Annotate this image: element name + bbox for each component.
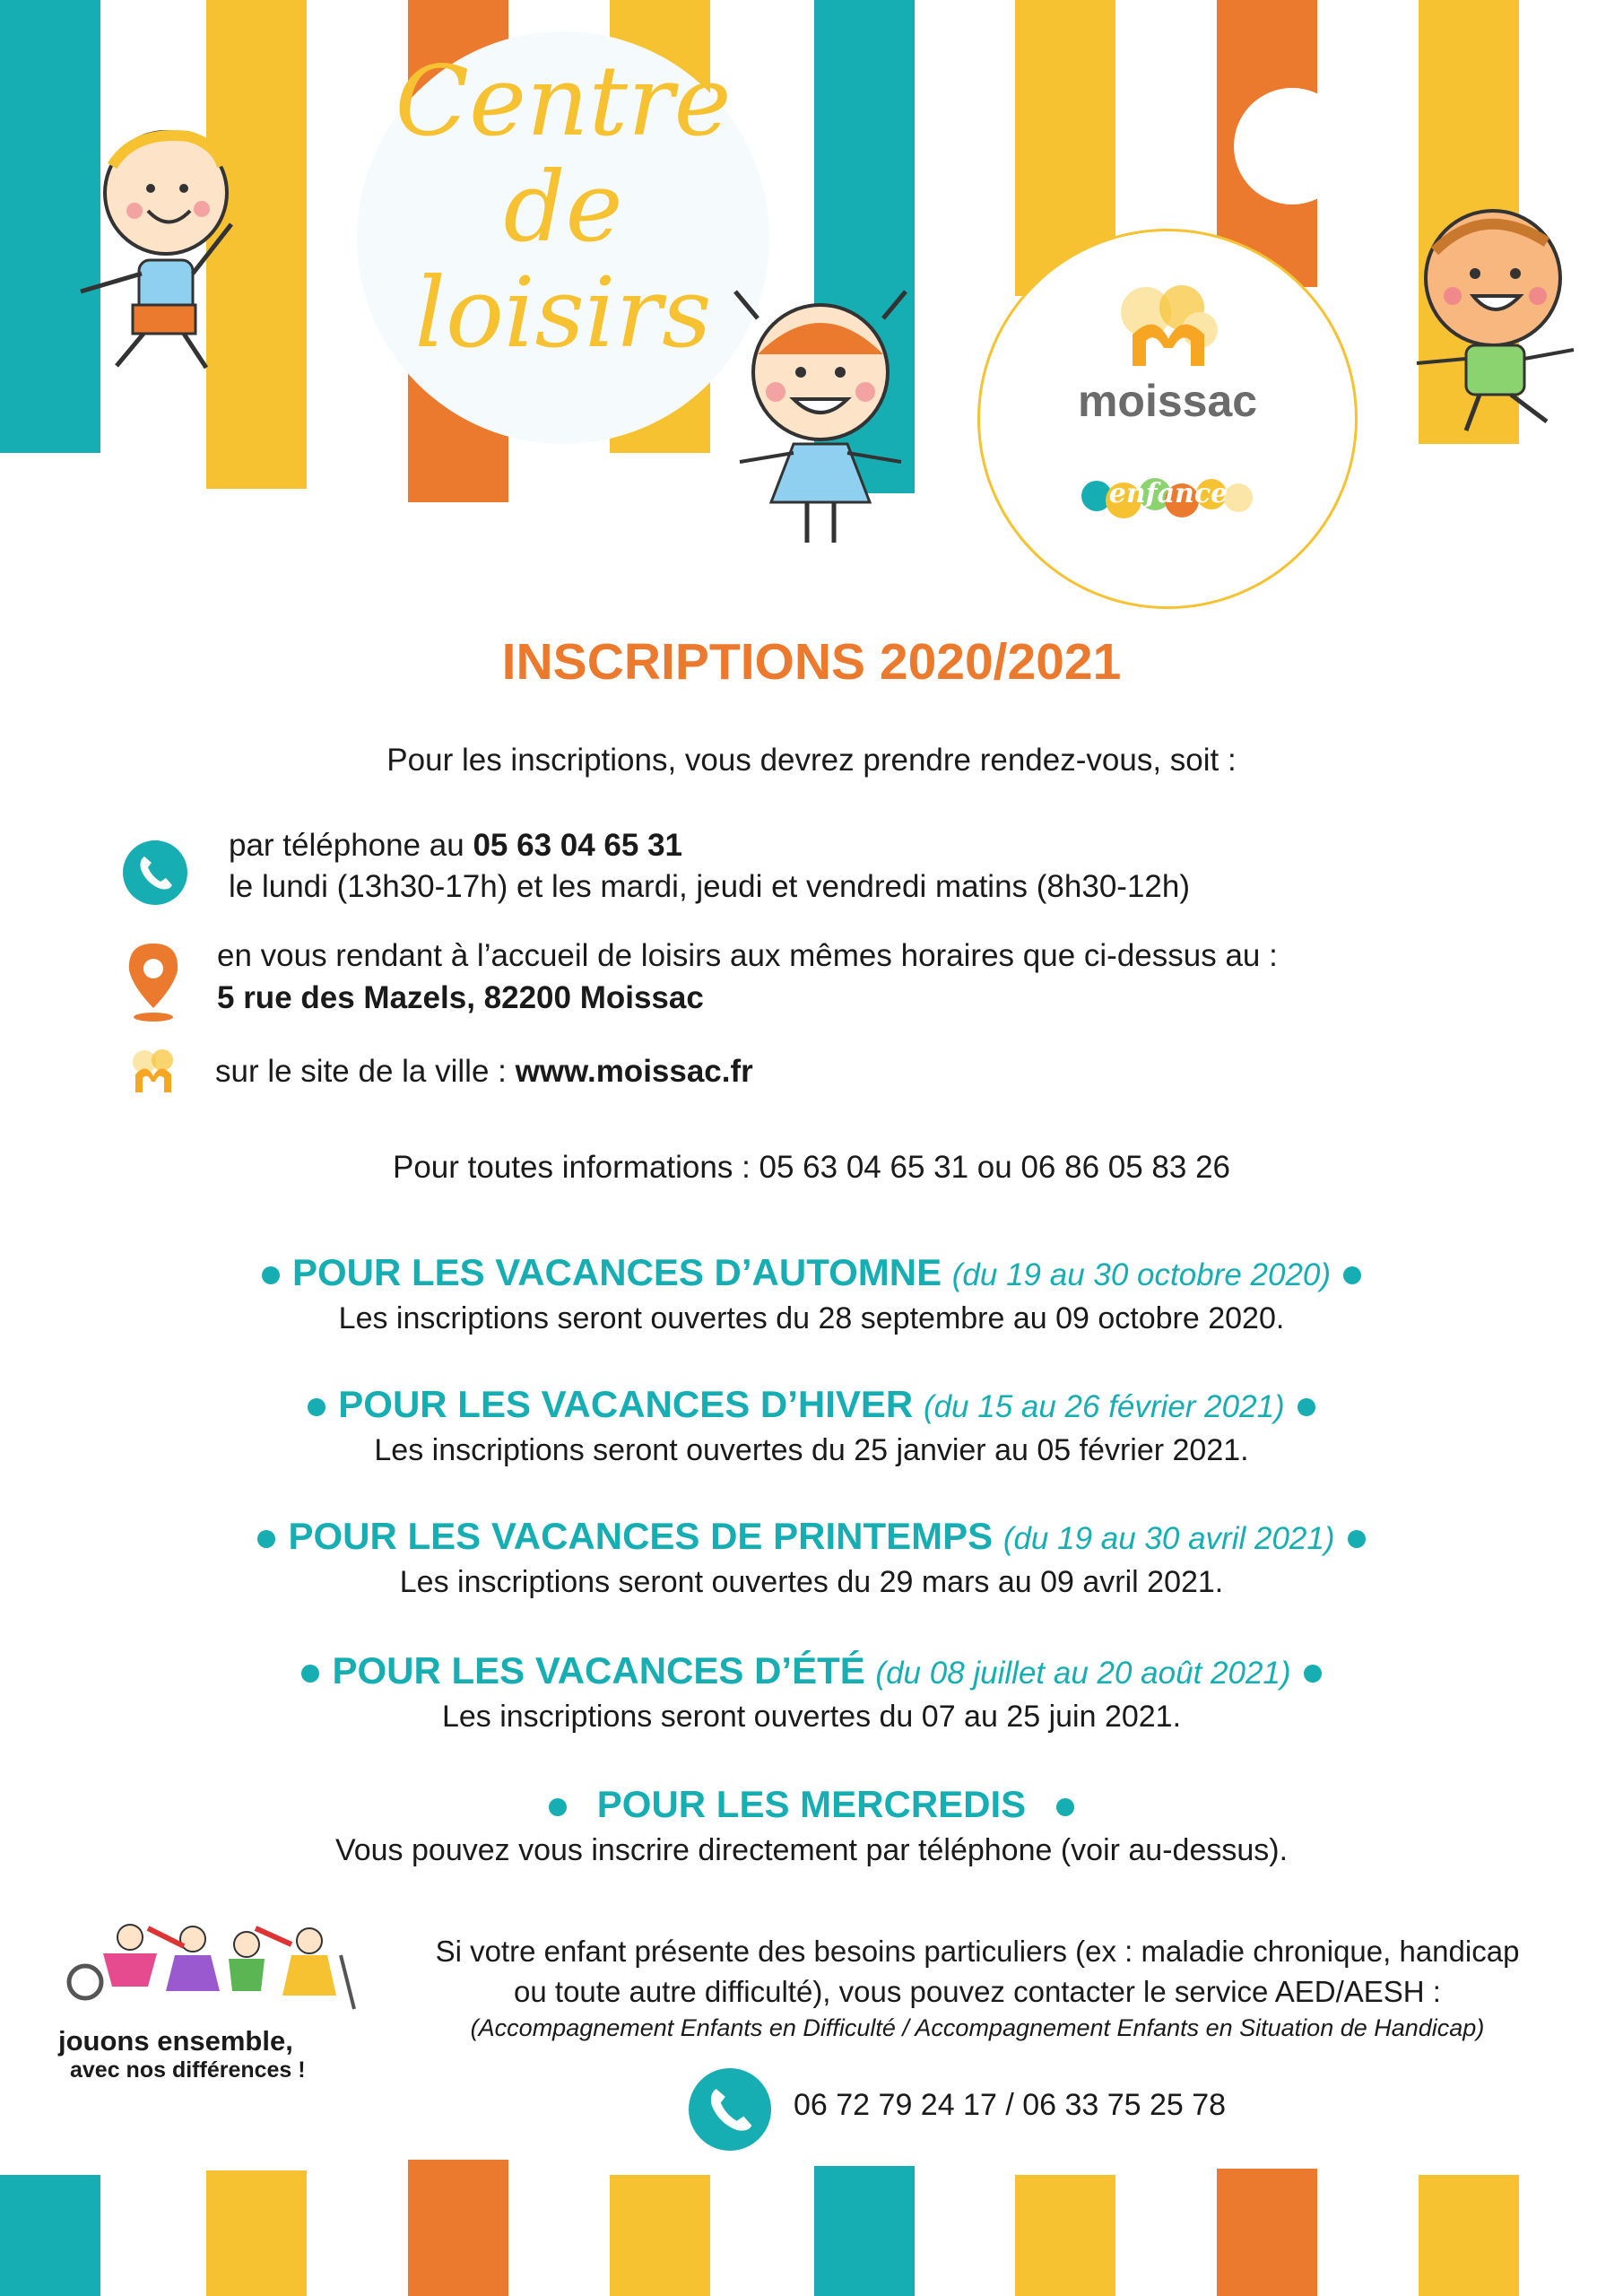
section-text-summer: Les inscriptions seront ouvertes du 07 au 25 juin 2021. xyxy=(441,1700,1182,1734)
kids-group-illustration xyxy=(49,1919,359,2013)
phone-line xyxy=(229,825,682,866)
badge-line-1: jouons ensemble, xyxy=(58,2025,293,2057)
bullet-dot xyxy=(1056,1798,1074,1816)
stripe-bottom-6 xyxy=(1015,2175,1115,2296)
location-pin-icon xyxy=(126,942,181,1022)
section-title-spring: POUR LES VACANCES DE PRINTEMPS (du 19 au 30 avril 2021) xyxy=(0,1515,1623,1558)
section-title-summer: POUR LES VACANCES D’ÉTÉ (du 08 juillet au 20 août 2021) xyxy=(0,1649,1623,1692)
section-text-wednesdays: Vous pouvez vous inscrire directement par téléphone (voir au-dessus). xyxy=(334,1833,1289,1867)
stripe-bottom-7 xyxy=(1217,2169,1317,2296)
moissac-logo-icon xyxy=(1115,285,1222,375)
bullet-dot xyxy=(1304,1665,1322,1683)
special-needs-line-1: Si votre enfant présente des besoins particuliers (ex : maladie chronique, handicap xyxy=(435,1935,1520,1968)
stripe-bottom-2 xyxy=(206,2170,307,2296)
main-heading: INSCRIPTIONS 2020/2021 xyxy=(501,633,1122,691)
stripe-bottom-3 xyxy=(408,2160,508,2296)
phone-prefix: par téléphone au xyxy=(229,828,473,863)
enfance-text: enfance xyxy=(1108,478,1228,509)
section-title-wednesdays: POUR LES MERCREDIS xyxy=(0,1783,1623,1826)
phone-number[interactable]: 05 63 04 65 31 xyxy=(473,828,683,863)
visit-address: 5 rue des Mazels, 82200 Moissac xyxy=(217,980,704,1015)
phone-icon xyxy=(689,2068,771,2151)
stripe-bottom-8 xyxy=(1419,2175,1519,2296)
web-line xyxy=(215,1051,753,1092)
enfance-logo xyxy=(1079,469,1258,523)
badge-line-2: avec nos différences ! xyxy=(70,2057,306,2083)
section-text-spring: Les inscriptions seront ouvertes du 29 mars au 09 avril 2021. xyxy=(399,1565,1224,1599)
section-title-autumn: POUR LES VACANCES D’AUTOMNE (du 19 au 30 octobre 2020) xyxy=(0,1251,1623,1294)
decor-circle xyxy=(1234,88,1350,204)
phone-icon xyxy=(123,840,187,905)
bullet-dot xyxy=(301,1665,319,1683)
stripe-bottom-4 xyxy=(610,2175,710,2296)
kid-right-illustration xyxy=(1394,206,1592,439)
bullet-dot xyxy=(1348,1530,1366,1548)
bullet-dot xyxy=(549,1798,567,1816)
web-prefix: sur le site de la ville : xyxy=(215,1054,516,1089)
bullet-dot xyxy=(262,1266,280,1284)
moissac-logo-badge xyxy=(977,229,1358,609)
phone-contact-icon-badge xyxy=(123,840,187,905)
visit-line: en vous rendant à l’accueil de loisirs aux mêmes horaires que ci-dessus au : xyxy=(217,938,1278,973)
section-text-winter: Les inscriptions seront ouvertes du 25 janvier au 05 février 2021. xyxy=(374,1433,1249,1467)
page-title: Centre de loisirs xyxy=(395,46,732,370)
moissac-logo-text: moissac xyxy=(1077,376,1258,426)
moissac-web-icon xyxy=(128,1048,178,1098)
info-line: Pour toutes informations : 05 63 04 65 31 ou 06 86 05 83 26 xyxy=(392,1150,1230,1185)
phone-hours: le lundi (13h30-17h) et les mardi, jeudi et vendredi matins (8h30-12h) xyxy=(229,869,1190,904)
kid-left-illustration xyxy=(63,126,242,386)
bullet-dot xyxy=(1298,1398,1315,1416)
special-needs-line-2: ou toute autre difficulté), vous pouvez contacter le service AED/AESH : xyxy=(514,1975,1441,2008)
bullet-dot xyxy=(257,1530,275,1548)
aed-phones[interactable]: 06 72 79 24 17 / 06 33 75 25 78 xyxy=(794,2088,1227,2122)
stripe-bottom-5 xyxy=(814,2166,915,2296)
special-needs-line-3: (Accompagnement Enfants en Difficulté / Accompagnement Enfants en Situation de Handicap) xyxy=(470,2014,1485,2041)
section-text-autumn: Les inscriptions seront ouvertes du 28 septembre au 09 octobre 2020. xyxy=(338,1301,1285,1335)
bullet-dot xyxy=(308,1398,325,1416)
bullet-dot xyxy=(1343,1266,1361,1284)
stripe-bottom-1 xyxy=(0,2175,100,2296)
kid-girl-illustration xyxy=(722,283,919,561)
intro-text: Pour les inscriptions, vous devrez prendre rendez-vous, soit : xyxy=(386,743,1237,778)
section-title-winter: POUR LES VACANCES D’HIVER (du 15 au 26 février 2021) xyxy=(0,1383,1623,1426)
aed-phone-icon-badge xyxy=(689,2068,771,2151)
web-link[interactable]: www.moissac.fr xyxy=(515,1054,753,1089)
